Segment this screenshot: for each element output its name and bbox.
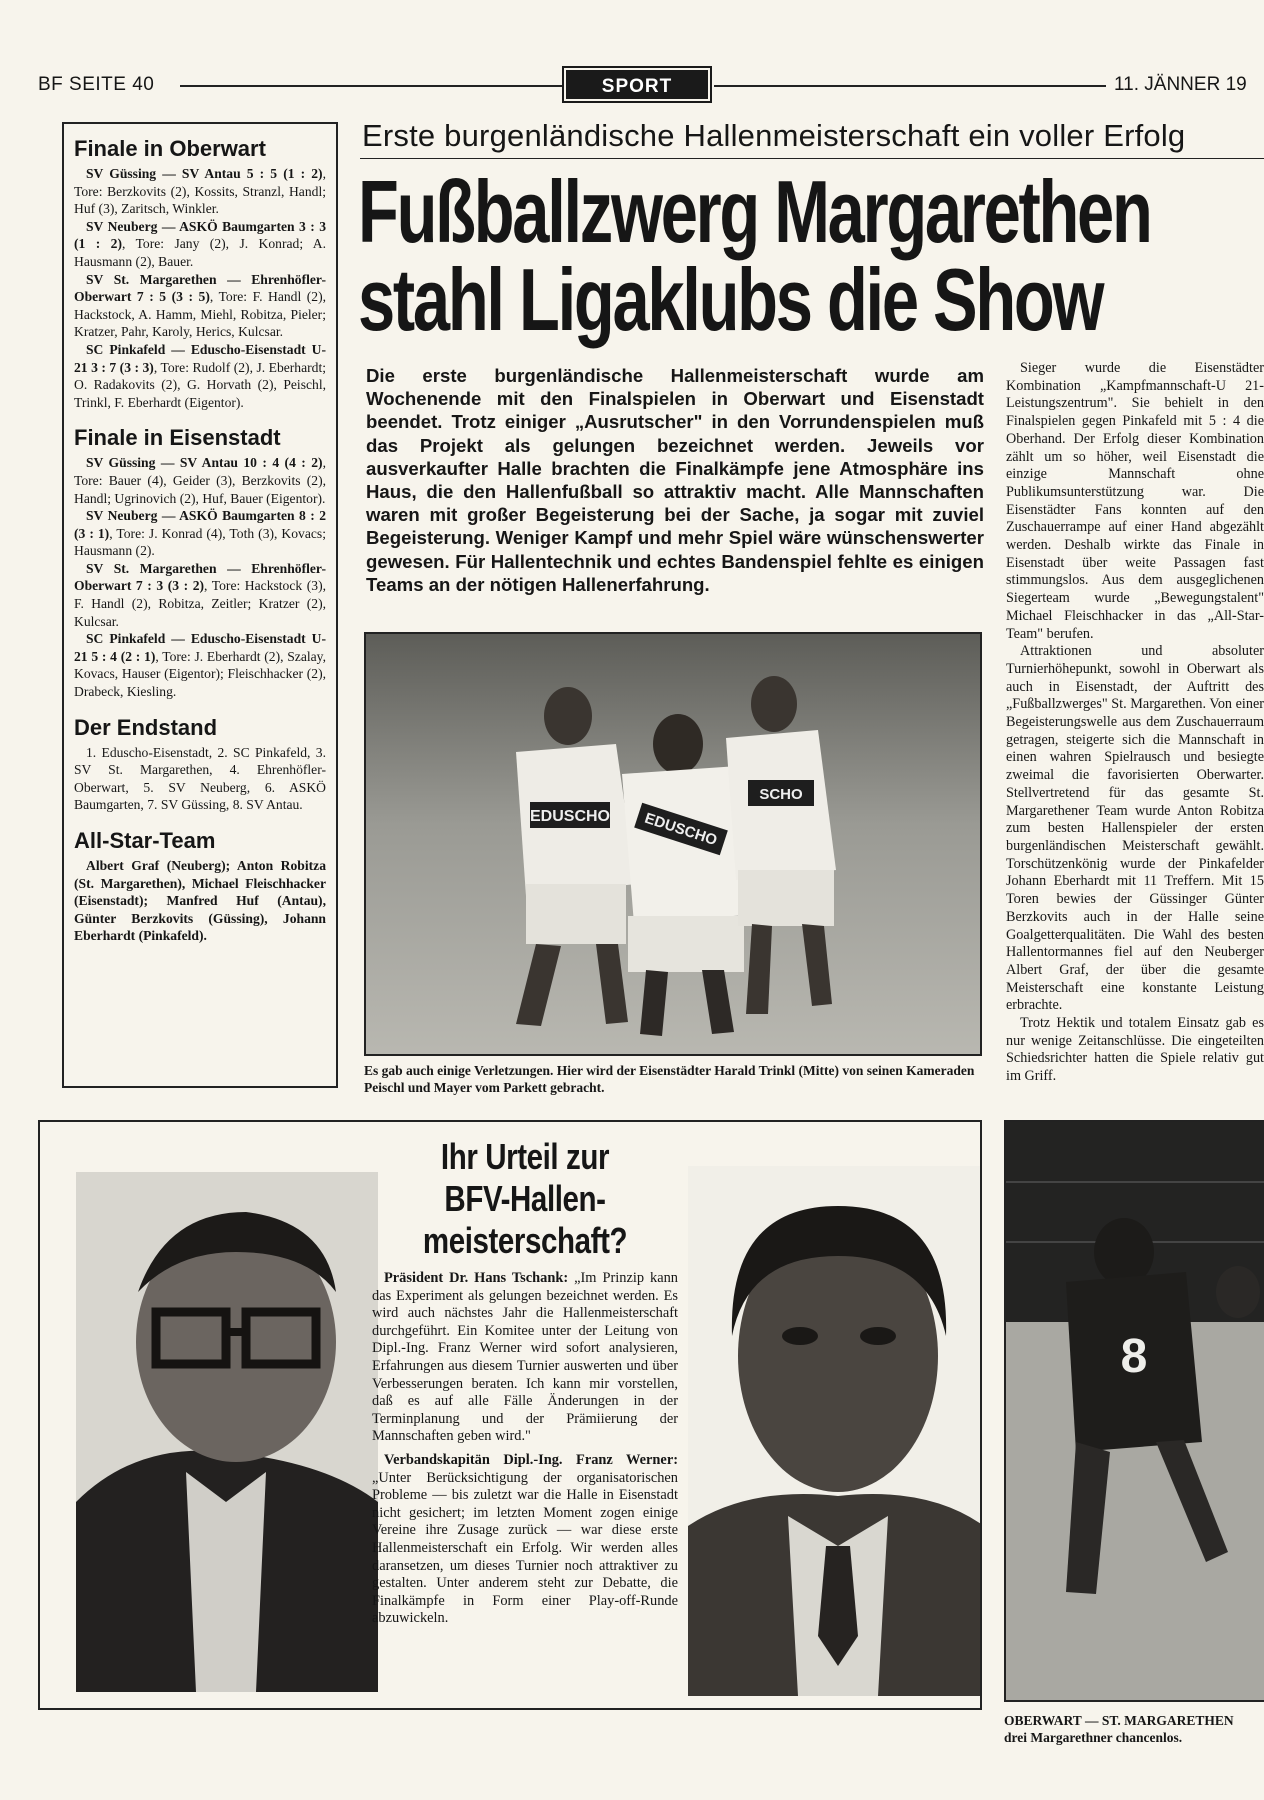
match-photo <box>1004 1120 1264 1702</box>
overline-rule <box>360 158 1264 159</box>
finale-eisenstadt-title: Finale in Eisenstadt <box>74 425 281 451</box>
portrait-illustration <box>76 1172 378 1692</box>
players-illustration <box>366 634 982 1056</box>
allstar-title: All-Star-Team <box>74 828 216 853</box>
interview-answer: Verbandskapitän Dipl.-Ing. Franz Werner: „Unter Berücksichtigung der organisatorischen Probleme — bis zuletzt war die Halle in Eisenstadt nicht gesichert; im letzten Moment zogen einige Vereine ihre Zusage zurück — war diese erste Hallenmeisterschaft ein Erfolg. Wir werden alles daransetzen, um dieses Turnier noch attraktiver zu gestalten. Unter anderem steht zur Debatte, die Finalkämpfe in Form einer Play-off-Runde abzuwickeln. <box>372 1451 678 1627</box>
result-entry: SC Pinkafeld — Eduscho-Eisenstadt U-21 5 : 4 (2 : 1), Tore: J. Eberhardt (2), Szalay, Kovacs, Hauser (Eigentor); Fleischhacker (2), Drabeck, Kiesling. <box>74 631 326 700</box>
injury-photo <box>364 632 982 1056</box>
portrait-werner <box>688 1166 982 1696</box>
body-paragraph: Sieger wurde die Eisenstädter Kombination „Kampfmannschaft-U 21-Leistungszentrum". Sie behielt in den Finalspielen gegen Pinkafeld mit 5 : 4 die Oberhand. Der Erfolg dieser Kombination zählt um so höher, weil Eisenstadt die einzige Mannschaft ohne Publikumsunterstützung war. Die Eisenstädter Fans konnten auf den Zuschauerrampe auf einer Hand abgezählt werden. Deshalb wirkte das Finale in Eisenstadt über weite Passagen fast stimmungslos. Aus dem ausgeglichenen Siegerteam wurde „Bewegungstalent" Michael Fleischhacker in das „All-Star-Team" berufen. <box>1006 360 1264 642</box>
interview-answer: Präsident Dr. Hans Tschank: „Im Prinzip kann das Experiment als gelungen bezeichnet werden. Es wird auch nächstes Jahr die Hallenmeisterschaft durchgeführt. Ein Komitee unter der Leitung von Dipl.-Ing. Franz Werner wird sofort analysieren, Erfahrungen aus diesem Turnier auswerten und über Verbesserungen beraten. Ich kann mir vorstellen, daß es auf alle Fälle Änderungen in der Terminplanung und der Prämiierung der Mannschaften geben wird." <box>372 1270 678 1445</box>
result-entry: SV St. Margarethen — Ehrenhöfler-Oberwart 7 : 3 (3 : 2), Tore: Hackstock (3), F. Handl (2), Robitza, Zeitler; Kratzer (2), Kulcsar. <box>74 560 326 629</box>
endstand-title: Der Endstand <box>74 714 218 740</box>
body-paragraph: Trotz Hektik und totalem Einsatz gab es nur wenige Zeitanschlüsse. Die eingeteilten Schiedsrichter hatten die Spiele relativ gut im Griff. <box>1006 1015 1264 1085</box>
article-overline: Erste burgenländische Hallenmeisterschaft ein voller Erfolg <box>362 118 1186 153</box>
jersey-text: EDUSCHO <box>529 808 611 825</box>
result-entry: SV Neuberg — ASKÖ Baumgarten 3 : 3 (1 : 2), Tore: Jany (2), J. Konrad; A. Hausmann (2), Bauer. <box>74 218 326 269</box>
interview-heading-1: Ihr Urteil zur <box>440 1136 610 1177</box>
masthead-rule-right <box>714 85 1106 87</box>
photo-caption: Es gab auch einige Verletzungen. Hier wird der Eisenstädter Harald Trinkl (Mitte) von seinen Kameraden Peischl und Mayer vom Parkett gebracht. <box>364 1063 975 1095</box>
interview-heading-2: BFV-Hallen- <box>444 1178 606 1219</box>
interview-heading-3: meisterschaft? <box>422 1220 628 1261</box>
interview-text <box>372 1136 678 1628</box>
headline-line-1: Fußballzwerg Margarethen <box>358 162 1151 261</box>
result-entry: SV Neuberg — ASKÖ Baumgarten 8 : 2 (3 : 1), Tore: J. Konrad (4), Toth (3), Kovacs; Hausmann (2). <box>74 508 326 559</box>
article-lead: Die erste burgenländische Hallenmeisterschaft wurde am Wochenende mit den Finalspielen in Oberwart und Eisenstadt beendet. Trotz einiger „Ausrutscher" in den Vorrundenspielen muß das Projekt als gelungen bezeichnet werden. Jeweils vor ausverkaufter Halle brachten die Finalkämpfe jene Atmosphäre ins Haus, die den Hallenfußball so attraktiv macht. Alle Mannschaften waren mit großer Begeisterung bei der Sache, ja sogar mit zuviel Begeisterung. Weniger Kampf und mehr Spiel wäre wünschenswerter gewesen. Für Hallentechnik und echtes Bandenspiel fehlte es einigen Teams an der nötigen Hallenerfahrung. <box>366 365 984 595</box>
result-entry: SV Güssing — SV Antau 10 : 4 (4 : 2), Tore: Bauer (4), Geider (3), Berzkovits (2), Handl; Ugrinovich (2), Huf, Bauer (Eigentor). <box>74 455 326 506</box>
results-sidebar <box>62 122 338 1088</box>
match-caption: OBERWART — ST. MARGARETHEN drei Margarethner chancenlos. <box>1004 1713 1234 1745</box>
result-entry: SC Pinkafeld — Eduscho-Eisenstadt U-21 3 : 7 (3 : 3), Tore: Rudolf (2), J. Eberhardt; O. Radakovits (2), G. Horvath (2), Peischl, Trinkl, F. Eberhardt (Eigentor). <box>74 341 327 410</box>
jersey-number: 8 <box>1120 1330 1148 1383</box>
issue-date: 11. JÄNNER 19 <box>1114 74 1247 95</box>
finale-oberwart-title: Finale in Oberwart <box>74 136 266 161</box>
page-label: BF SEITE 40 <box>38 74 155 95</box>
portrait-illustration <box>688 1166 982 1696</box>
portrait-tschank <box>76 1172 378 1692</box>
body-paragraph: Attraktionen und absoluter Turnierhöhepunkt, sowohl in Oberwart als auch in Eisenstadt, der Auftritt des „Fußballzwerges" St. Margarethen. Von einer Begeisterungswelle aus dem Zuschauerraum getragen, steigerte sich die Mannschaft in einen wahren Spielrausch und besiegte zweimal die favorisierten Oberwarter. Stellvertretend für das gesamte St. Margarethener Team wurde Anton Robitza zum besten Hallenspieler der ersten burgenländischen Meisterschaft gewählt. Torschützenkönig wurde der Pinkafelder Johann Eberhardt mit 11 Treffern. Mit 15 Toren bewies der Güssinger Günter Berzkovits auch in der Halle seine Goalgetterqualitäten. Die Wahl des besten Hallentormannes fiel auf den Neuberger Albert Graf, der über die gesamte Meisterschaft eine konstante Leistung erbrachte. <box>1006 643 1264 1014</box>
endstand-text: 1. Eduscho-Eisenstadt, 2. SC Pinkafeld, 3. SV St. Margarethen, 4. Ehrenhöfler-Oberwart, 5. SV Neuberg, 6. ASKÖ Baumgarten, 7. SV Güssing, 8. SV Antau. <box>74 744 326 813</box>
article-body-column <box>1006 360 1264 1100</box>
interview-box <box>38 1120 982 1710</box>
result-entry: SV Güssing — SV Antau 5 : 5 (1 : 2), Tore: Berzkovits (2), Kossits, Stranzl, Handl; Huf (3), Zaritsch, Winkler. <box>74 166 326 217</box>
masthead-rule-left <box>180 85 562 87</box>
allstar-text: Albert Graf (Neuberg); Anton Robitza (St. Margarethen), Michael Fleischhacker (Eisenstadt); Manfred Huf (Antau), Günter Berzkovits (Güssing), Johann Eberhardt (Pinkafeld). <box>74 858 326 944</box>
jersey-text: SCHO <box>759 786 803 803</box>
section-label: SPORT <box>566 70 708 99</box>
player-illustration <box>1006 1122 1264 1702</box>
result-entry: SV St. Margarethen — Ehrenhöfler-Oberwart 7 : 5 (3 : 5), Tore: F. Handl (2), Hackstock, A. Hamm, Miehl, Robitza, Pieler; Kratzer, Pahr, Karoly, Herics, Kulcsar. <box>74 271 327 340</box>
headline-line-2: stahl Ligaklubs die Show <box>358 250 1103 349</box>
jersey-text: EDUSCHO <box>642 809 720 850</box>
